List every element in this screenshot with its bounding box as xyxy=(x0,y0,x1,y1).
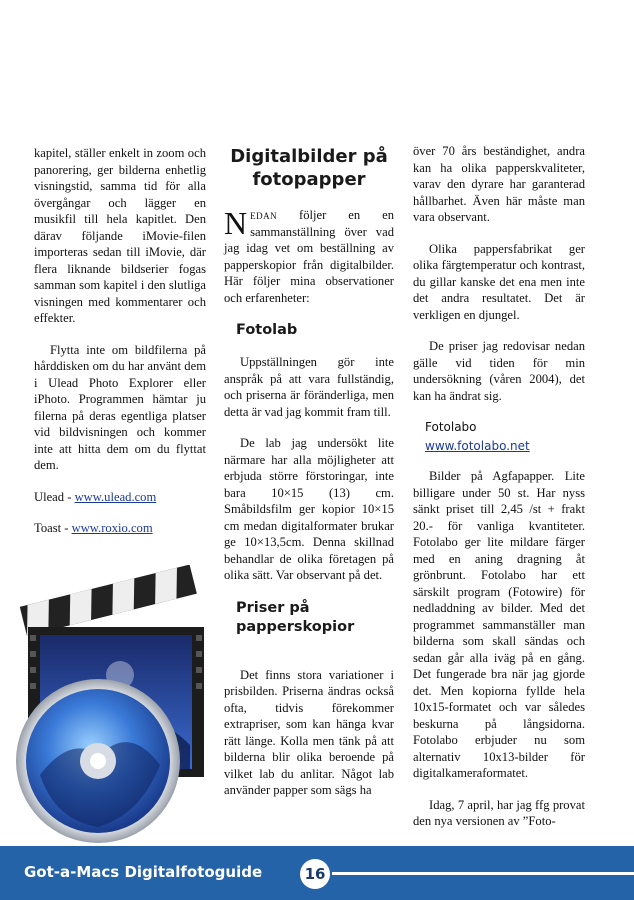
ulead-reference xyxy=(34,489,206,506)
col1-paragraph-2: Flytta inte om bildfilerna på hårddisken om du har använt dem i Ulead Photo Explorer eller iPhoto. Programmen hämtar ju filerna på deras egentliga platser vid bildvisningen och kommer inte att hitta dem om du flyttat dem. xyxy=(34,342,206,472)
toast-link[interactable]: www.roxio.com xyxy=(71,521,153,535)
col3-paragraph-3: De priser jag redovisar nedan gälle vid tiden för min undersökning (våren 2004), det kan ha ändrat sig. xyxy=(413,339,585,403)
ulead-label: Ulead - xyxy=(34,489,75,504)
col3-paragraph-4: Bilder på Agfapapper. Lite billigare under 50 st. Har nyss sänkt priset till 2,45 /st + frakt 20.- för vanliga kvantiteter. Fotolabo ger lite mildare färger med en aning dragning åt grönbrunt. Fotolabo har ett särskilt program (Fotowire) för nedladdning av bilder. Med det programmet sammanställer man bilderna som skall sändas och sedan går alla iväg på en gång. Det fungerade bra när jag gjorde det. Men kopiorna fyllde hela 10x15-formatet och var således beskurna på långsidorna. Fotolabo erbjuder nu som alternativ 10x13-bilder för digitalkameraformatet. xyxy=(413,469,585,780)
column-3 xyxy=(413,143,585,845)
subheading-priser: Priser på papperskopior xyxy=(236,599,355,635)
section-heading: Digitalbilder på fotopapper xyxy=(230,146,388,190)
footer-title: Got-a-Macs Digitalfotoguide xyxy=(24,863,263,881)
col2-intro xyxy=(224,207,394,306)
fotolabo-link[interactable]: www.fotolabo.net xyxy=(425,438,530,453)
intro-text: följer en en sammanställning över vad jag idag vet om beställning av papperskopior från digitalbilder. Här följer mina observationer och erfarenheter: xyxy=(224,208,394,305)
col1-paragraph-1: kapitel, ställer enkelt in zoom och panorering, ger bilderna enhetlig visningstid, samma tid för alla övergångar och lägger en musikfil till hela kapitlet. Den därav följande iMovie-filen importeras sedan till iMovie, där flera liknande bildserier fogas samman som kapitel i den slutliga visningen med kommentarer och effekter. xyxy=(34,146,206,325)
col3-paragraph-5: Idag, 7 april, har jag ffg provat den nya versionen av ”Foto- xyxy=(413,797,585,828)
intro-small-caps: edan xyxy=(250,208,278,222)
ulead-link[interactable]: www.ulead.com xyxy=(74,489,157,504)
drop-cap: N xyxy=(224,205,248,241)
column-2 xyxy=(224,145,394,814)
toast-label: Toast - xyxy=(34,521,72,535)
col2-paragraph-1: Uppställningen gör inte anspråk på att vara fullständig, och priserna är föränderliga, men detta är vad jag kommit fram till. xyxy=(224,355,394,419)
page-number: 16 xyxy=(300,859,330,889)
col3-paragraph-2: Olika pappersfabrikat ger olika färgtemperatur och kontrast, du gillar kanske det ena men inte det andra resultatet. Det är verkligen en djungel. xyxy=(413,241,585,322)
col3-paragraph-1: över 70 års beständighet, andra kan ha olika papperskvaliteter, varav den dyrare har garanterad hållbarhet. Även här måste man vara observant. xyxy=(413,144,585,224)
subheading-fotolab: Fotolab xyxy=(236,322,298,338)
column-1 xyxy=(34,145,206,552)
imovie-icon xyxy=(0,565,210,845)
toast-reference xyxy=(34,520,206,537)
footer-rule xyxy=(332,872,634,875)
col2-paragraph-3: Det finns stora variationer i prisbilden. Priserna ändras också ofta, tidvis förekommer extrapriser, som kan hänga kvar rätt länge. Kolla men tänk på att bilderna blir olika beroende på vilket lab du anlitar. Något lab använder papper som sägs ha xyxy=(224,667,394,797)
lab-name: Fotolabo xyxy=(425,420,477,434)
col2-paragraph-2: De lab jag undersökt lite närmare har alla möjligheter att erbjuda större förstoringar, inte bara 10×15 (13) cm. Småbildsfilm ger kopior 10×15 cm medan digitalformater brukar ge 10×13,5cm. Denna skillnad behandlar de olika företagen på olika sätt. Var observant på det. xyxy=(224,436,394,582)
